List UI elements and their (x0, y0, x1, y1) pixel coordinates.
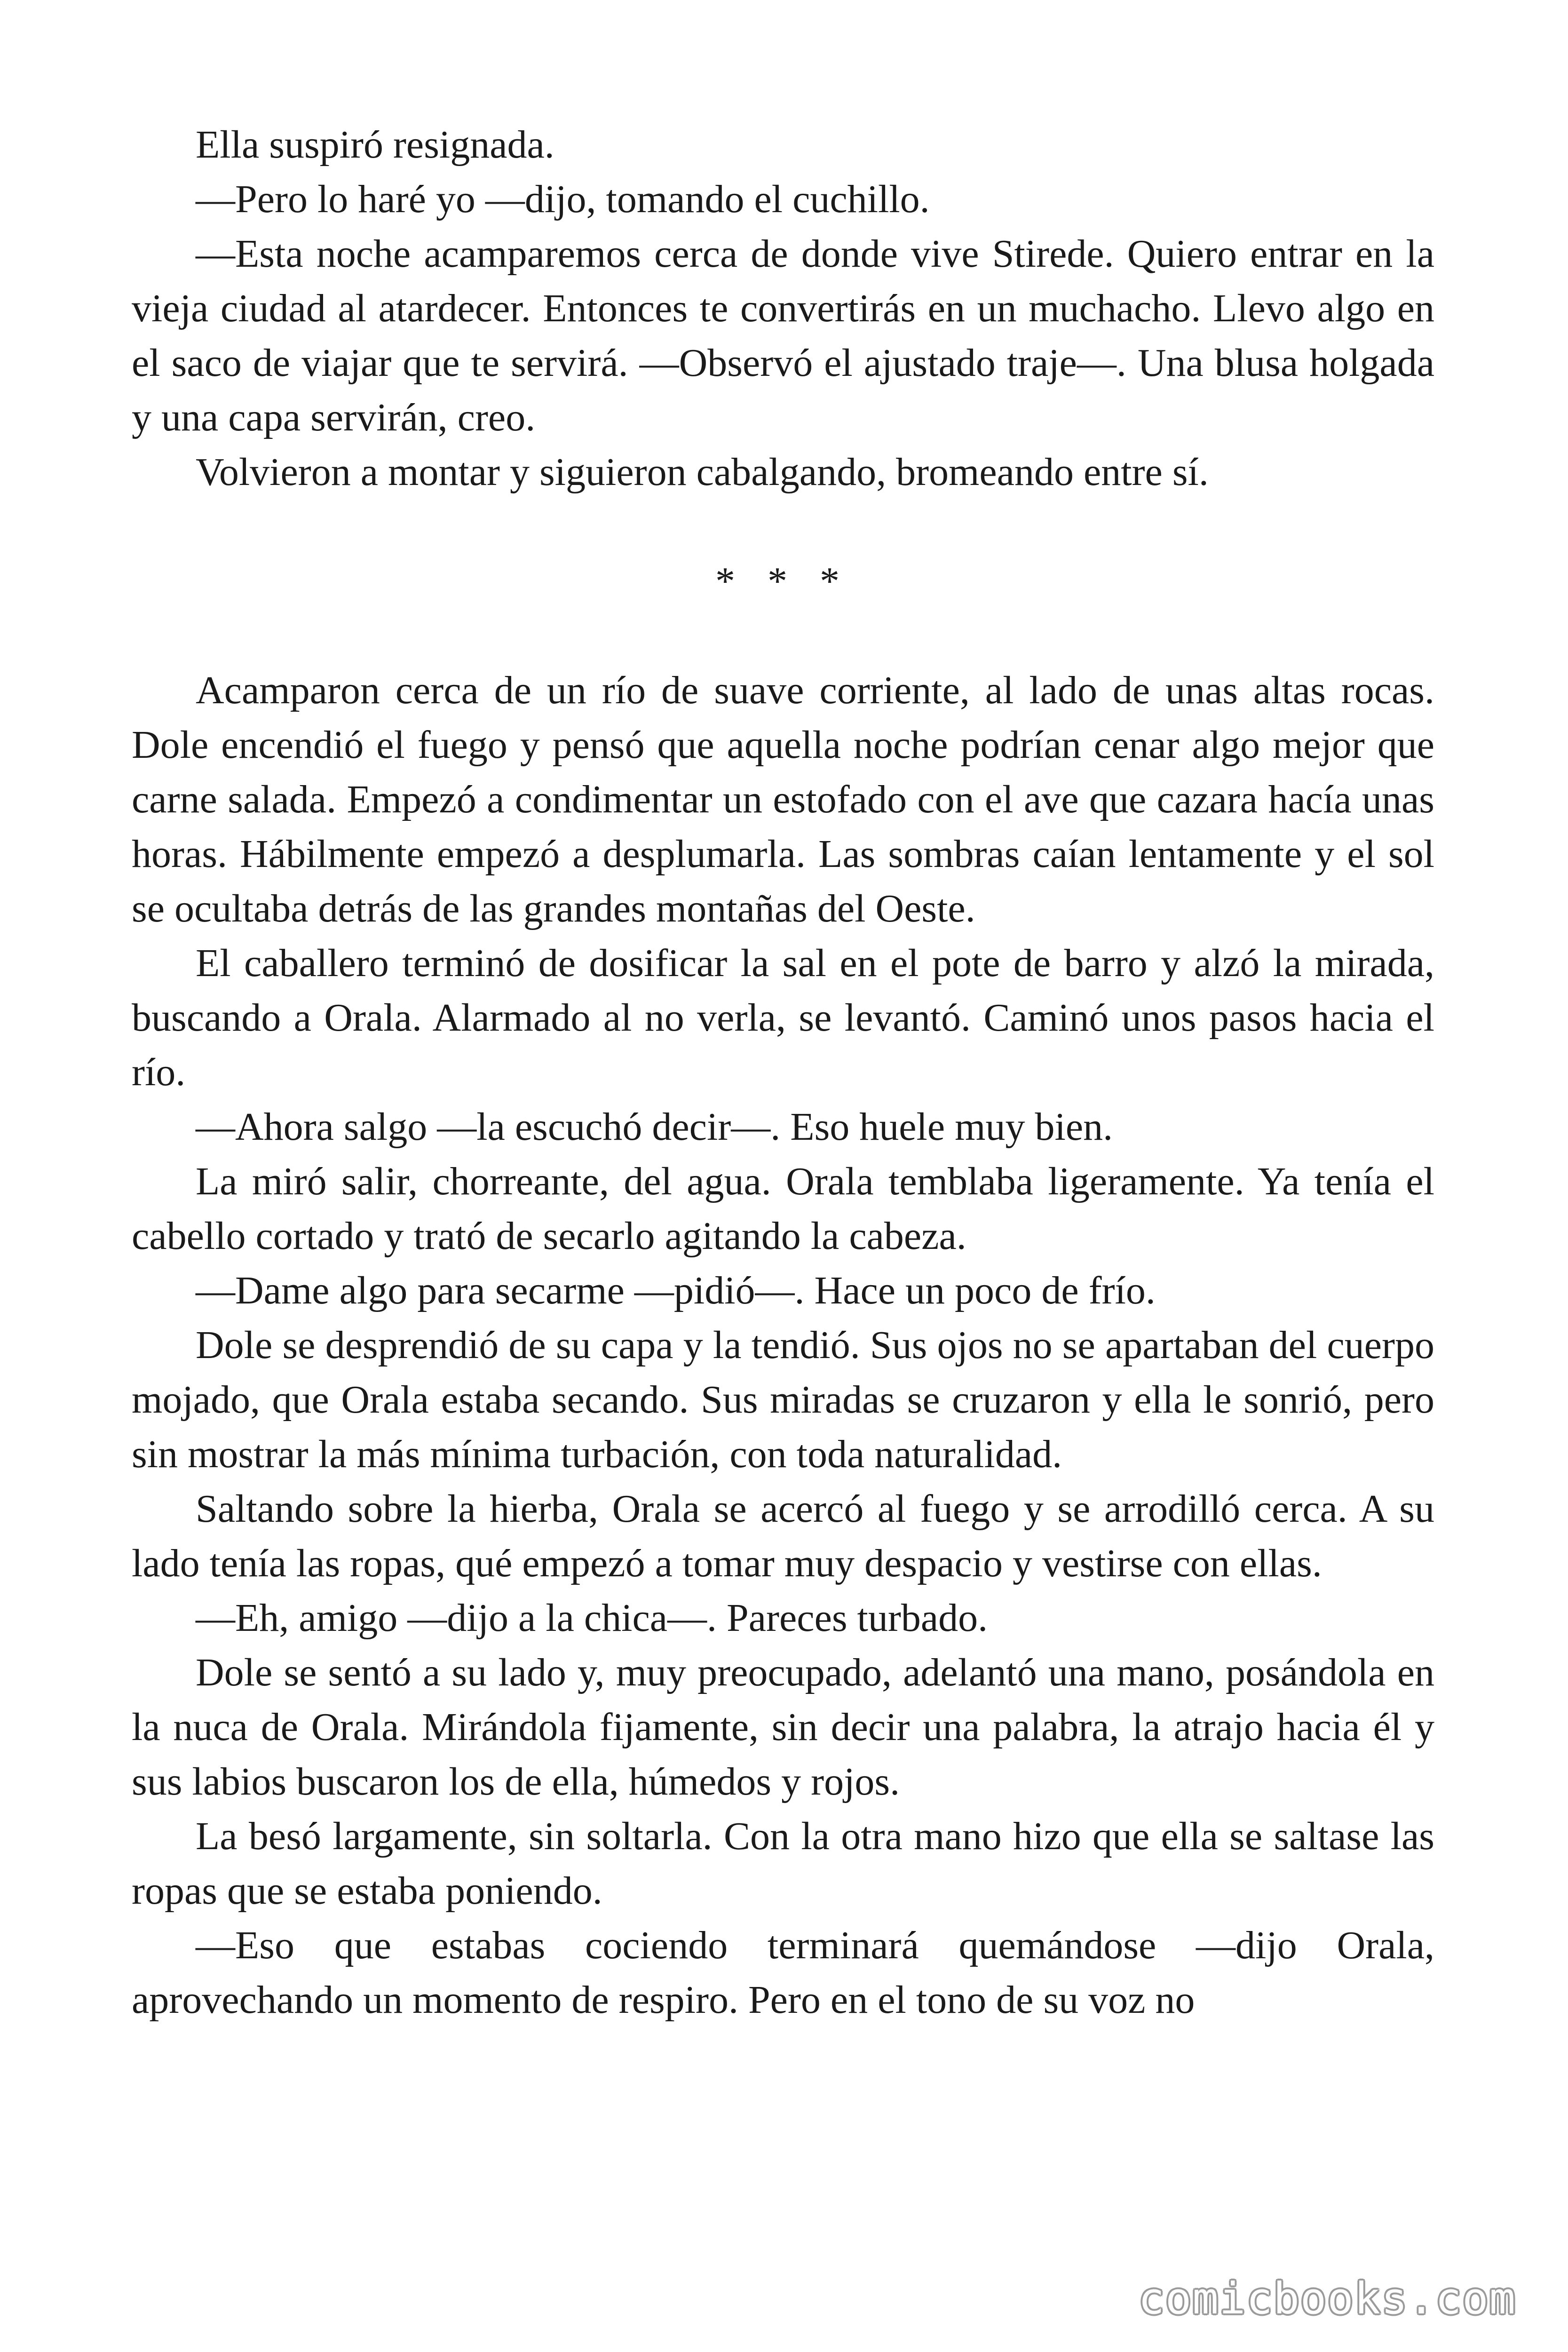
paragraph: —Esta noche acamparemos cerca de donde vive Stirede. Quiero entrar en la vieja ciudad al atardecer. Entonces te convertirás en un muchacho. Llevo algo en el saco de viajar que te servirá. —Observó el ajustado traje—. Una blusa holgada y una capa servirán, creo. (132, 232, 1434, 439)
section-separator: * * * (715, 559, 851, 603)
paragraph: Volvieron a montar y siguieron cabalgando, bromeando entre sí. (196, 450, 1209, 494)
page-body (132, 118, 1434, 2027)
paragraph: —Eso que estabas cociendo terminará quemándose —dijo Orala, aprovechando un momento de respiro. Pero en el tono de su voz no (132, 1923, 1434, 2022)
paragraph: Saltando sobre la hierba, Orala se acercó al fuego y se arrodilló cerca. A su lado tenía las ropas, qué empezó a tomar muy despacio y vestirse con ellas. (132, 1487, 1434, 1585)
paragraph: —Ahora salgo —la escuchó decir—. Eso huele muy bien. (196, 1105, 1113, 1149)
paragraph: La miró salir, chorreante, del agua. Orala temblaba ligeramente. Ya tenía el cabello cortado y trató de secarlo agitando la cabeza. (132, 1160, 1434, 1258)
paragraph: —Pero lo haré yo —dijo, tomando el cuchillo. (196, 177, 930, 221)
paragraph: Dole se desprendió de su capa y la tendió. Sus ojos no se apartaban del cuerpo mojado, que Orala estaba secando. Sus miradas se cruzaron y ella le sonrió, pero sin mostrar la más mínima turbación, con toda naturalidad. (132, 1323, 1434, 1476)
paragraph: Ella suspiró resignada. (196, 123, 554, 167)
paragraph: El caballero terminó de dosificar la sal en el pote de barro y alzó la mirada, buscando a Orala. Alarmado al no verla, se levantó. Caminó unos pasos hacia el río. (132, 941, 1434, 1094)
watermark: comicbooks.com (1138, 2273, 1516, 2324)
paragraph: —Dame algo para secarme —pidió—. Hace un poco de frío. (196, 1269, 1156, 1312)
paragraph: La besó largamente, sin soltarla. Con la otra mano hizo que ella se saltase las ropas que se estaba poniendo. (132, 1814, 1434, 1913)
paragraph: Acamparon cerca de un río de suave corriente, al lado de unas altas rocas. Dole encendió el fuego y pensó que aquella noche podrían cenar algo mejor que carne salada. Empezó a condimentar un estofado con el ave que cazara hacía unas horas. Hábilmente empezó a desplumarla. Las sombras caían lentamente y el sol se ocultaba detrás de las grandes montañas del Oeste. (132, 668, 1434, 930)
paragraph: Dole se sentó a su lado y, muy preocupado, adelantó una mano, posándola en la nuca de Orala. Mirándola fijamente, sin decir una palabra, la atrajo hacia él y sus labios buscaron los de ella, húmedos y rojos. (132, 1651, 1434, 1804)
paragraph: —Eh, amigo —dijo a la chica—. Pareces turbado. (196, 1596, 988, 1640)
